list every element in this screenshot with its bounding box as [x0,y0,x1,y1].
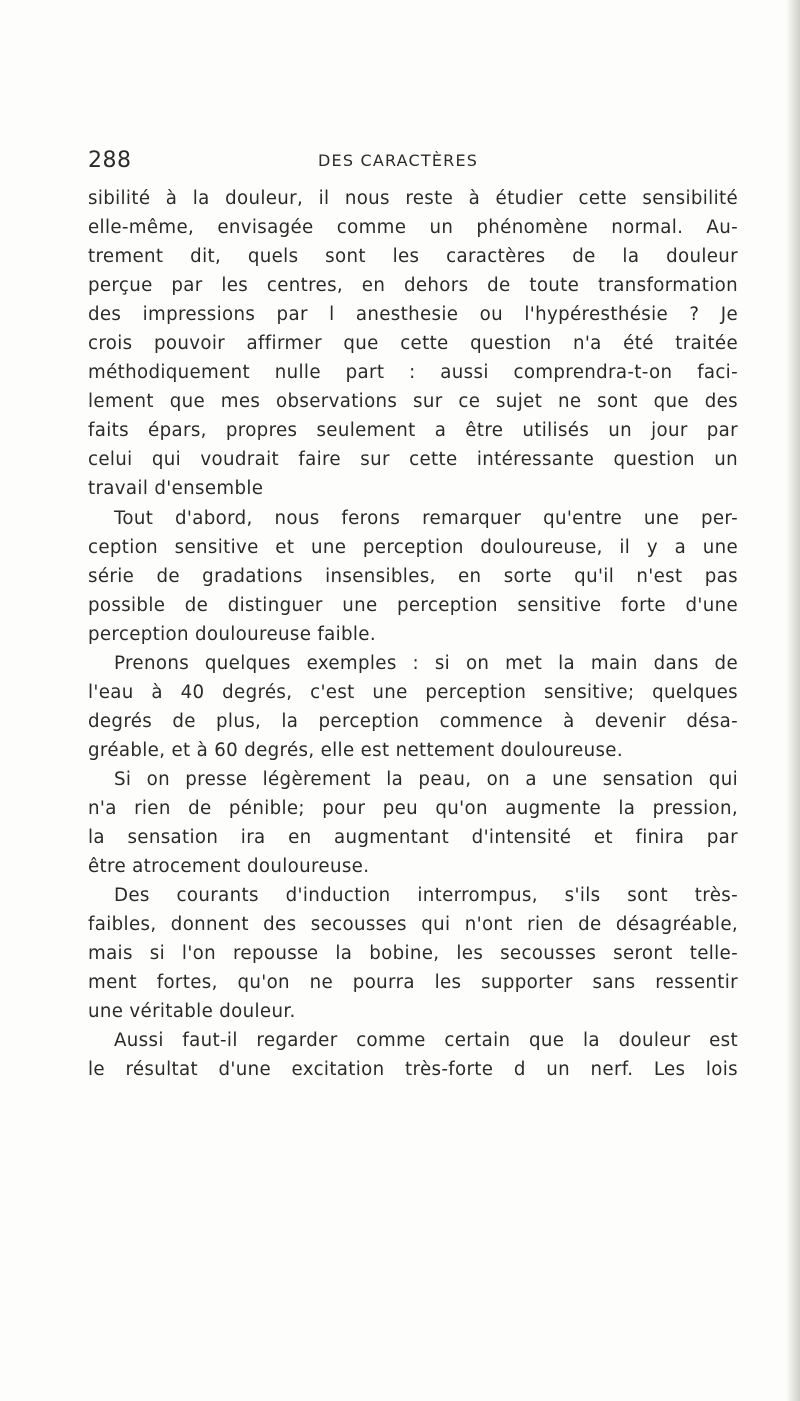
text-line: travail d'ensemble [88,478,264,500]
text-line: série de gradations insensibles, en sorte qu'il n'est pas [88,565,738,587]
text-line: crois pouvoir affirmer que cette question n'a été traitée [88,333,738,355]
page-header [88,148,728,182]
text-line: elle-même, envisagée comme un phénomène normal. Au- [88,217,738,239]
page-number: 288 [88,148,132,173]
page-edge-shadow [786,0,800,1401]
text-line: faits épars, propres seulement a être utilisés un jour par [88,420,738,442]
text-line: des impressions par l anesthesie ou l'hypéresthésie ? Je [88,304,738,326]
paragraph-start-line: Tout d'abord, nous ferons remarquer qu'entre une per- [114,507,738,529]
text-line: être atrocement douloureuse. [88,856,370,878]
body-text [88,184,738,1084]
text-line: ment fortes, qu'on ne pourra les supporter sans ressentir [88,972,738,994]
text-line: perception douloureuse faible. [88,623,376,645]
running-head: DES CARACTÈRES [318,151,479,170]
paragraph-start-line: Prenons quelques exemples : si on met la main dans de [114,652,738,674]
paragraph-start-line: Si on presse légèrement la peau, on a une sensation qui [114,768,738,790]
text-line: faibles, donnent des secousses qui n'ont rien de désagréable, [88,914,738,936]
text-line: n'a rien de pénible; pour peu qu'on augmente la pression, [88,797,738,819]
text-line: la sensation ira en augmentant d'intensité et finira par [88,827,738,849]
text-line: gréable, et à 60 degrés, elle est nettement douloureuse. [88,739,623,761]
text-line: méthodiquement nulle part : aussi comprendra-t-on faci- [88,362,738,384]
text-line: trement dit, quels sont les caractères de la douleur [88,246,738,268]
text-line: perçue par les centres, en dehors de toute transformation [88,275,738,297]
text-line: lement que mes observations sur ce sujet ne sont que des [88,391,738,413]
text-line: le résultat d'une excitation très-forte d un nerf. Les lois [88,1059,738,1081]
paragraph-start-line: Aussi faut-il regarder comme certain que la douleur est [114,1030,738,1052]
text-line: sibilité à la douleur, il nous reste à étudier cette sensibilité [88,188,738,209]
text-line: une véritable douleur. [88,1001,296,1023]
text-line: degrés de plus, la perception commence à devenir désa- [88,710,738,732]
text-line: celui qui voudrait faire sur cette intéressante question un [88,449,738,471]
text-line: ception sensitive et une perception douloureuse, il y a une [88,536,738,558]
paragraph-start-line: Des courants d'induction interrompus, s'ils sont très- [114,885,738,907]
text-line: l'eau à 40 degrés, c'est une perception sensitive; quelques [88,681,738,703]
text-line: mais si l'on repousse la bobine, les secousses seront telle- [88,943,738,965]
text-line: possible de distinguer une perception sensitive forte d'une [88,594,738,616]
